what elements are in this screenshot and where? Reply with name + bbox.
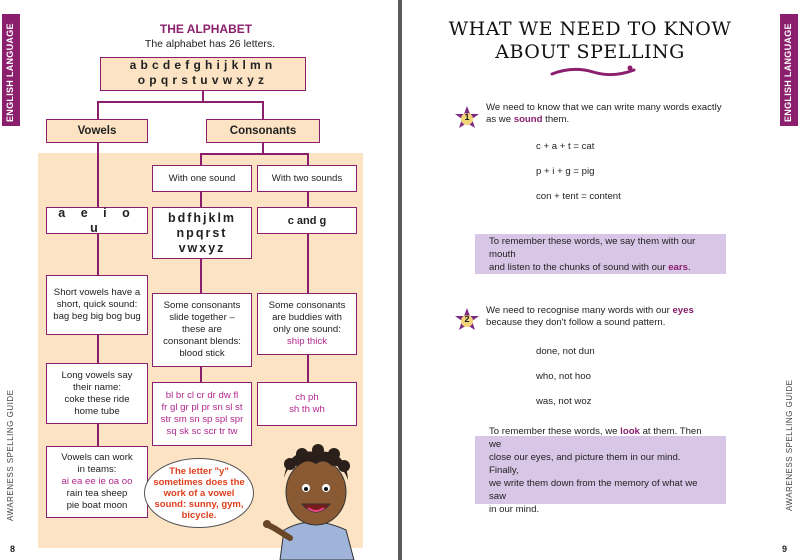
text-span: and listen to the chunks of sound with our: [489, 261, 669, 273]
two-sound-letters: c and g: [287, 214, 327, 227]
long-vowels-examples: home tube: [74, 405, 120, 417]
long-vowels-examples: coke these ride: [64, 393, 130, 405]
blends-line: Some consonants: [163, 300, 241, 311]
connector: [97, 423, 99, 447]
buddies-line: only one sound:: [273, 324, 341, 335]
point-2-line: because they don't follow a sound pattern.: [486, 317, 666, 328]
point-2-text: [486, 305, 756, 329]
buddies-line: are buddies with: [272, 312, 342, 323]
alphabet-subtitle: The alphabet has 26 letters.: [144, 38, 276, 50]
digraph-box: [257, 382, 357, 426]
side-footer-label: AWARENESS SPELLING GUIDE: [785, 379, 794, 511]
consonant-one-box: [152, 207, 252, 259]
text-span: To remember these words, we: [489, 425, 621, 437]
point-1-line: We need to know that we can write many words exactly: [486, 102, 722, 113]
side-tab-label: ENGLISH LANGUAGE: [5, 23, 15, 122]
short-vowels-line: short, quick sound:: [56, 299, 138, 310]
title-line-2: ABOUT SPELLING: [495, 41, 685, 63]
digraph-line: sh th wh: [289, 404, 325, 415]
with-one-sound-box: [152, 165, 252, 192]
blends-line: these are: [181, 324, 222, 335]
alphabet-line-2: opqrstuvwxyz: [137, 73, 269, 87]
page-title-alphabet: THE ALPHABET: [159, 22, 253, 36]
keyword-ears: ears: [668, 261, 688, 273]
tip-line: [489, 261, 712, 274]
page-number-right: 9: [782, 544, 788, 554]
blend-list-box: [152, 382, 252, 446]
teams-letters: ai ea ee ie oa oo: [61, 476, 133, 487]
vowel-letters-box: [46, 207, 148, 234]
tip-line: [489, 425, 712, 451]
point-1-line: [486, 114, 756, 126]
consonant-line-2: npqrst: [176, 225, 228, 240]
long-vowels-box: [46, 363, 148, 424]
text-span: them.: [542, 114, 570, 125]
consonant-buddies-box: [257, 293, 357, 355]
connector: [307, 153, 309, 165]
alphabet-line-1: abcdefghijklmn: [129, 58, 277, 72]
blends-line: slide together –: [169, 312, 235, 323]
connector: [307, 232, 309, 294]
connector: [97, 142, 99, 208]
teams-examples: rain tea sheep: [66, 488, 128, 499]
speech-bubble-text: The letter "y" sometimes does the work of a vowel sound: sunny, gym, bicycle.: [153, 465, 245, 521]
short-vowels-box: [46, 275, 148, 335]
alphabet-box: [100, 57, 306, 91]
side-footer-label: AWARENESS SPELLING GUIDE: [6, 389, 15, 521]
keyword-sound: sound: [513, 114, 543, 125]
text-span: at them. Then we: [489, 425, 702, 450]
consonant-line-3: vwxyz: [178, 240, 226, 255]
long-vowels-line: Long vowels say: [61, 369, 133, 381]
digraph-line: ch ph: [295, 392, 319, 403]
equation-pig: p + i + g = pig: [536, 166, 595, 177]
consonants-header: Consonants: [206, 119, 320, 143]
teams-line: in teams:: [77, 464, 117, 475]
connector: [200, 258, 202, 294]
connector: [97, 101, 263, 103]
keyword-eyes: eyes: [672, 305, 694, 316]
connector: [200, 366, 202, 383]
point-2-line: [486, 305, 756, 317]
with-two-sounds-label: With two sounds: [271, 172, 343, 184]
example-done: done, not dun: [536, 346, 595, 357]
teams-line: Vowels can work: [61, 452, 133, 463]
connector: [97, 334, 99, 364]
side-tab-left: [2, 14, 20, 126]
connector: [200, 153, 308, 155]
point-1-number: 1: [464, 112, 470, 122]
title-line-1: WHAT WE NEED TO KNOW: [448, 18, 732, 40]
point-1-text: [486, 102, 756, 126]
tip-box-sound: [475, 234, 726, 274]
text-span: .: [687, 261, 691, 273]
example-was: was, not woz: [536, 396, 592, 407]
tip-line: To remember these words, we say them with our mouth: [489, 235, 696, 260]
connector: [262, 101, 264, 120]
text-span: as we: [486, 114, 514, 125]
connector: [97, 101, 99, 120]
blend-list-line: str sm sn sp spl spr: [160, 414, 244, 425]
text-span: We need to recognise many words with our: [486, 305, 673, 316]
tip-box-look: [475, 425, 726, 515]
two-sound-letters-box: [257, 207, 357, 234]
tip-line: in our mind.: [489, 503, 540, 515]
blend-list-line: bl br cl cr dr dw fl: [165, 390, 239, 401]
side-tab-label: ENGLISH LANGUAGE: [783, 23, 793, 122]
speech-bubble: [144, 458, 254, 528]
point-2-number: 2: [464, 314, 470, 324]
side-footer-right: [783, 370, 797, 520]
vowel-teams-box: [46, 446, 148, 518]
connector: [97, 232, 99, 276]
page-gutter: [398, 0, 402, 560]
vowels-header: Vowels: [46, 119, 148, 143]
equation-cat: c + a + t = cat: [536, 141, 595, 152]
with-one-sound-label: With one sound: [168, 172, 236, 184]
short-vowels-line: Short vowels have a: [53, 287, 141, 298]
buddies-line: Some consonants: [268, 300, 346, 311]
teams-examples: pie boat moon: [66, 500, 128, 511]
with-two-sounds-box: [257, 165, 357, 192]
equation-content: con + tent = content: [536, 191, 621, 202]
connector: [200, 153, 202, 165]
consonant-line-1: bdfhjklm: [167, 210, 237, 225]
vowel-letters: a e i o u: [58, 205, 136, 235]
short-vowels-examples: bag beg big bog bug: [53, 311, 141, 322]
tip-line: close our eyes, and picture them in our mind. Finally,: [489, 451, 681, 476]
cartoon-boy-illustration: [262, 438, 367, 560]
long-vowels-line: their name:: [73, 381, 121, 393]
tip-line: we write them down from the memory of what we saw: [489, 477, 698, 502]
page-title-spelling: [440, 18, 740, 64]
blends-line: consonant blends:: [163, 336, 241, 347]
example-who: who, not hoo: [536, 371, 591, 382]
connector: [307, 354, 309, 383]
side-footer-left: [4, 380, 18, 530]
blend-list-line: fr gl gr pl pr sn sl st: [161, 402, 243, 413]
keyword-look: look: [620, 425, 640, 437]
page-number-left: 8: [10, 544, 16, 554]
buddies-examples: ship thick: [287, 336, 327, 347]
title-swirl-decoration: [548, 64, 638, 80]
side-tab-right: [780, 14, 798, 126]
consonant-blends-box: [152, 293, 252, 367]
blend-list-line: sq sk sc scr tr tw: [166, 426, 238, 437]
blends-examples: blood stick: [179, 348, 225, 359]
